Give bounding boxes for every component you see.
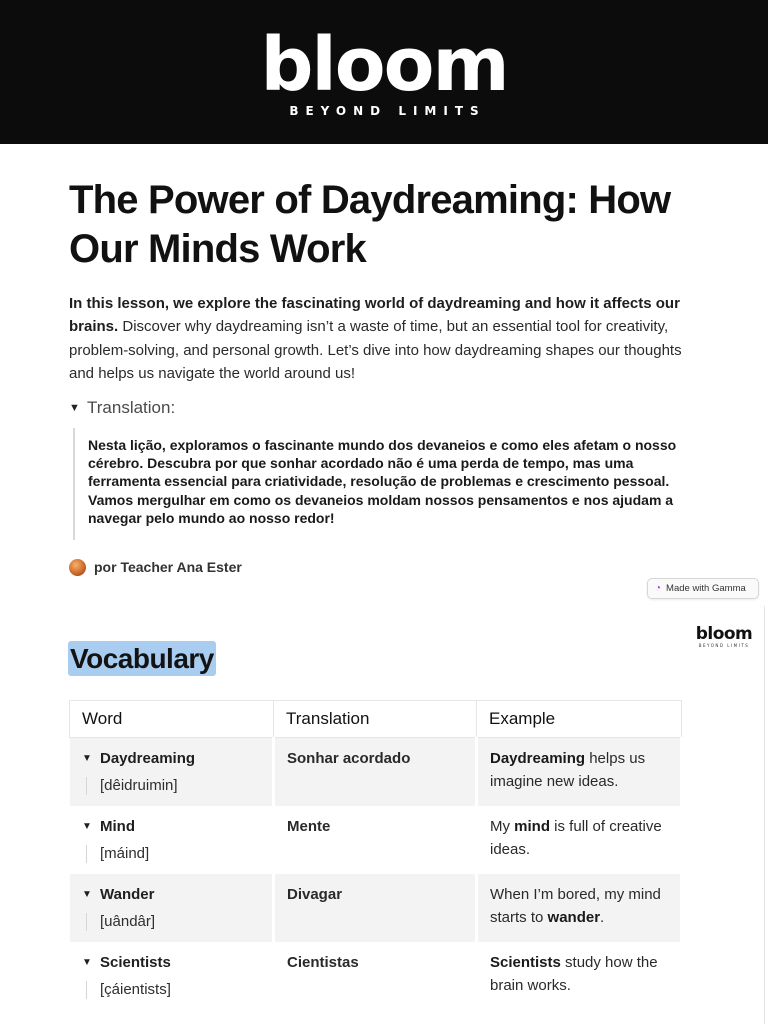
card-edge [764, 606, 765, 1024]
word-label: Wander [100, 885, 155, 903]
example-cell [477, 806, 682, 874]
page-title: The Power of Daydreaming: How Our Minds Work [69, 178, 671, 271]
example-text: is full of creative ideas. [490, 817, 662, 858]
word-toggle[interactable] [82, 747, 260, 770]
word-toggle[interactable] [82, 883, 260, 906]
triangle-down-icon: ▼ [82, 820, 92, 832]
example-keyword: wander [547, 908, 601, 926]
word-label: Mind [100, 817, 135, 835]
example-text: study how the brain works. [490, 953, 658, 994]
translation-cell: Divagar [274, 874, 477, 942]
column-header-translation: Translation [274, 701, 477, 738]
word-toggle[interactable] [82, 815, 260, 838]
word-toggle[interactable] [82, 951, 260, 974]
word-cell [70, 806, 274, 874]
column-header-word: Word [70, 701, 274, 738]
intro-rest: Discover why daydreaming isn’t a waste of time, but an essential tool for creativity, problem-solving, and personal growth. Let’s dive into how daydreaming shapes our thoughts and helps us navigate the world around us! [69, 318, 682, 382]
example-text: My [490, 817, 515, 835]
pronunciation: [dêidruimin] [86, 777, 260, 795]
table-row [70, 874, 682, 942]
triangle-down-icon: ▼ [69, 402, 80, 414]
example-keyword: Daydreaming [490, 750, 586, 767]
made-with-gamma-badge[interactable] [647, 578, 759, 599]
word-label: Daydreaming [100, 750, 196, 767]
word-cell [70, 738, 274, 806]
example-cell [477, 942, 682, 1010]
translation-toggle-label: Translation: [87, 398, 176, 417]
translation-cell: Mente [274, 806, 477, 874]
header-banner [0, 0, 768, 144]
column-header-example: Example [477, 701, 682, 738]
vocabulary-heading: Vocabulary [70, 643, 214, 674]
table-header-row [70, 701, 682, 738]
vocabulary-table [69, 700, 683, 1010]
bloom-logo: bloom [260, 22, 508, 108]
translation-toggle[interactable] [69, 397, 175, 419]
author-name: por Teacher Ana Ester [94, 559, 242, 575]
intro-bold: In this lesson, we explore the fascinating world of daydreaming and how it affects our brains. [69, 295, 680, 336]
author-line [69, 557, 242, 577]
table-row [70, 942, 682, 1010]
gamma-badge-label: Made with Gamma [666, 583, 746, 594]
translation-cell: Cientistas [274, 942, 477, 1010]
word-label: Scientists [100, 953, 171, 971]
translation-cell: Sonhar acordado [274, 738, 477, 806]
bloom-tagline: BEYOND LIMITS [289, 104, 486, 118]
example-keyword: Scientists [490, 953, 561, 971]
word-cell [70, 874, 274, 942]
intro-paragraph [69, 292, 709, 385]
example-cell [477, 874, 682, 942]
bloom-logo-small: bloom [695, 624, 753, 644]
gamma-logo-icon: ◔ [655, 583, 662, 594]
example-keyword: mind [514, 817, 551, 835]
example-text: When I’m bored, my mind starts to [490, 885, 661, 926]
triangle-down-icon: ▼ [82, 956, 92, 968]
bloom-tagline-small: BEYOND LIMITS [698, 643, 750, 648]
pronunciation: [máind] [86, 845, 260, 863]
example-text: . [600, 908, 605, 926]
triangle-down-icon: ▼ [82, 888, 92, 900]
example-text: helps us imagine new ideas. [490, 750, 646, 790]
table-row [70, 806, 682, 874]
example-cell [477, 738, 682, 806]
pronunciation: [çáientists] [86, 981, 260, 999]
author-avatar [69, 559, 86, 576]
table-row [70, 738, 682, 806]
translation-text: Nesta lição, exploramos o fascinante mundo dos devaneios e como eles afetam o nosso cérebro. Descubra por que sonhar acordado não é uma perda de tempo, mas uma ferramenta essencial para criatividade, resolução de problemas e crescimento pessoal. Vamos mergulhar em como os devaneios moldam nossos pensamentos e nos ajudam a navegar pelo mundo ao nosso redor! [73, 428, 683, 540]
triangle-down-icon: ▼ [82, 753, 92, 764]
word-cell [70, 942, 274, 1010]
pronunciation: [uândâr] [86, 913, 260, 931]
